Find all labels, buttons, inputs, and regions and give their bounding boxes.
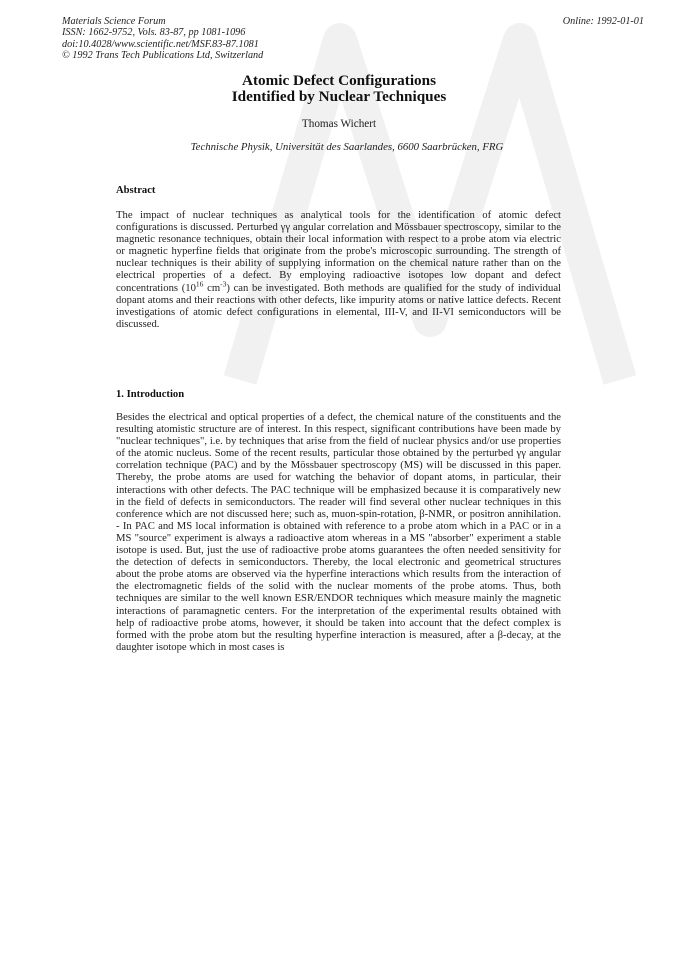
abstract-text bbox=[116, 210, 561, 331]
abstract-text-part-2: ) can be investigated. Both methods are qualified for the study of individual dopant atoms and their reactions with other defects, like impurity atoms or native lattice defects. Recent investigations of atomic defect configurations in elemental, III-V, and II-VI semiconductors will be discussed. bbox=[116, 282, 562, 330]
online-date: Online: 1992-01-01 bbox=[562, 16, 644, 27]
author-name: Thomas Wichert bbox=[301, 118, 377, 130]
journal-name: Materials Science Forum bbox=[62, 16, 166, 27]
author-affiliation: Technische Physik, Universität des Saarlandes, 6600 Saarbrücken, FRG bbox=[190, 141, 504, 153]
abstract-text-part-1: The impact of nuclear techniques as analytical tools for the identification of atomic defect configurations is discussed. Perturbed γγ angular correlation and Mössbauer spectroscopy, similar to the magnetic resonance techniques, obtain their local information with respect to a probe atom via electric or magnetic hyperfine fields that originate from the probe's microscopic surrounding. The strength of nuclear techniques is their ability of supplying information on the chemical nature rather than on the electrical properties of a defect. By employing radioactive isotopes low dopant and defect concentrations (10 bbox=[116, 210, 561, 294]
abstract-heading: Abstract bbox=[116, 185, 156, 196]
title-line-2: Identified by Nuclear Techniques bbox=[231, 88, 447, 106]
abstract-exponent-2: -3 bbox=[220, 279, 227, 289]
introduction-text: Besides the electrical and optical properties of a defect, the chemical nature of the constituents and the resulting atomistic structure are of interest. In this respect, significant contributions have been made by "nuclear techniques", i.e. by techniques that arise from the field of nuclear physics and/or use properties of the atomic nucleus. Some of the recent results, particular those obtained by the perturbed γγ angular correlation technique (PAC) and by the Mössbauer spectroscopy (MS) will be discussed in this paper. Thereby, the probe atoms are used for watching the behavior of dopant atoms, in particular, their interactions with other defects. The PAC technique will be emphasized because it is comparatively new in the field of defects in semiconductors. The reader will find several other nuclear techniques in this conference which are not discussed here; such as, muon-spin-rotation, β-NMR, or positron annihilation. - In PAC and MS local information is obtained with reference to a probe atom which in a PAC or in a MS "source" experiment is always a radioactive atom whereas in a MS "absorber" experiment a stable isotope is used. But, just the use of radioactive probe atoms guarantees the often needed sensitivity for the detection of defects in semiconductors. Thereby, the local electronic and geometrical structures about the probe atoms are observed via the hyperfine interactions which results from the interaction of the electromagnetic fields of the solid with the nuclear moments of the probe atoms. Thus, both techniques are similar to the well known ESR/ENDOR techniques which measure mainly the magnetic interactions of paramagnetic centers. For the interpretation of the experimental results obtained with help of radioactive probe atoms, however, it should be taken into account that the defect complex is formed with the probe atom but the resulting hyperfine interaction is measured, after a β-decay, at the daughter isotope which in most cases is bbox=[116, 412, 561, 653]
article-title bbox=[0, 73, 678, 105]
journal-meta bbox=[62, 16, 263, 61]
abstract-unit: cm bbox=[203, 282, 221, 294]
introduction-heading: 1. Introduction bbox=[116, 389, 185, 400]
abstract-exponent-1: 16 bbox=[195, 279, 204, 289]
copyright-line: © 1992 Trans Tech Publications Ltd, Switzerland bbox=[62, 49, 264, 61]
issn-line: ISSN: 1662-9752, Vols. 83-87, pp 1081-1096 bbox=[62, 27, 246, 39]
title-line-1: Atomic Defect Configurations bbox=[241, 72, 437, 89]
doi-line: doi:10.4028/www.scientific.net/MSF.83-87.1081 bbox=[62, 38, 259, 50]
